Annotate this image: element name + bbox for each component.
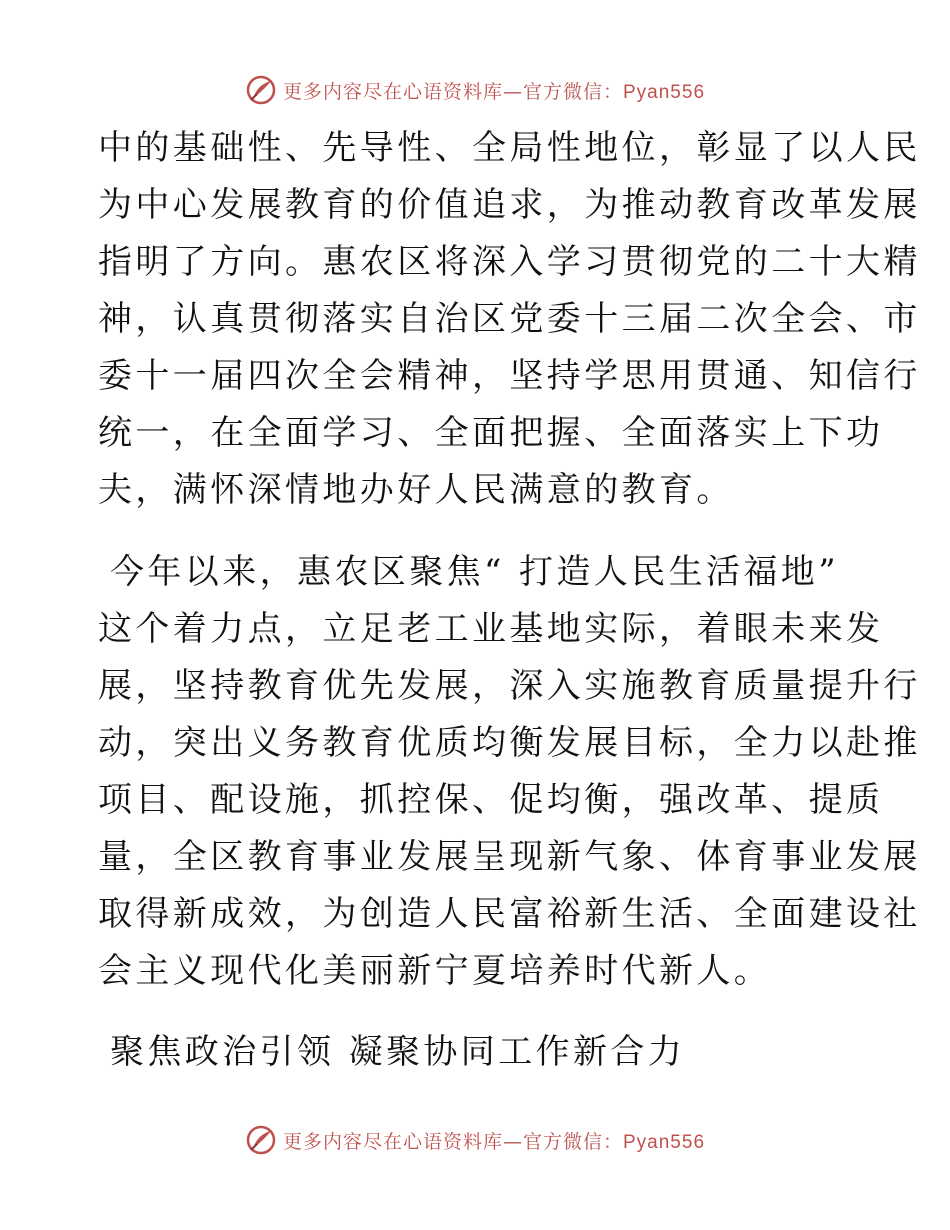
body-line: 为中心发展教育的价值追求，为推动教育改革发展 xyxy=(98,185,921,225)
watermark-site-text: 更多内容尽在心语资料库 xyxy=(282,1130,503,1153)
watermark-dash: — xyxy=(502,80,523,103)
body-line: 今年以来，惠农区聚焦“ 打造人民生活福地” xyxy=(110,552,839,592)
quill-logo-icon xyxy=(245,1124,277,1156)
body-line: 量，全区教育事业发展呈现新气象、体育事业发展 xyxy=(98,837,921,877)
body-line: 取得新成效，为创造人民富裕新生活、全面建设社 xyxy=(98,894,921,934)
watermark-label: 官方微信： xyxy=(522,1130,623,1153)
body-line: 统一，在全面学习、全面把握、全面落实上下功 xyxy=(98,413,884,453)
watermark-site-text: 更多内容尽在心语资料库 xyxy=(282,80,503,103)
header-watermark xyxy=(0,70,950,110)
watermark-label: 官方微信： xyxy=(522,80,623,103)
body-line: 委十一届四次全会精神，坚持学思用贯通、知信行 xyxy=(98,356,921,396)
watermark-wechat-id: Pyan556 xyxy=(623,1131,706,1153)
body-line: 展，坚持教育优先发展，深入实施教育质量提升行 xyxy=(98,666,921,706)
section-heading: 聚焦政治引领 凝聚协同工作新合力 xyxy=(110,1032,686,1072)
body-line: 指明了方向。惠农区将深入学习贯彻党的二十大精 xyxy=(98,242,921,282)
watermark-wechat-id: Pyan556 xyxy=(623,81,706,103)
body-line: 中的基础性、先导性、全局性地位，彰显了以人民 xyxy=(98,128,921,168)
footer-watermark xyxy=(0,1120,950,1160)
body-line: 项目、配设施，抓控保、促均衡，强改革、提质 xyxy=(98,780,884,820)
body-line: 会主义现代化美丽新宁夏培养时代新人。 xyxy=(98,951,772,991)
quill-logo-icon xyxy=(245,74,277,106)
body-line: 这个着力点，立足老工业基地实际，着眼未来发 xyxy=(98,609,884,649)
watermark-dash: — xyxy=(502,1130,523,1153)
body-line: 神，认真贯彻落实自治区党委十三届二次全会、市 xyxy=(98,299,921,339)
body-line: 夫，满怀深情地办好人民满意的教育。 xyxy=(98,470,734,510)
body-line: 动，突出义务教育优质均衡发展目标，全力以赴推 xyxy=(98,723,921,763)
